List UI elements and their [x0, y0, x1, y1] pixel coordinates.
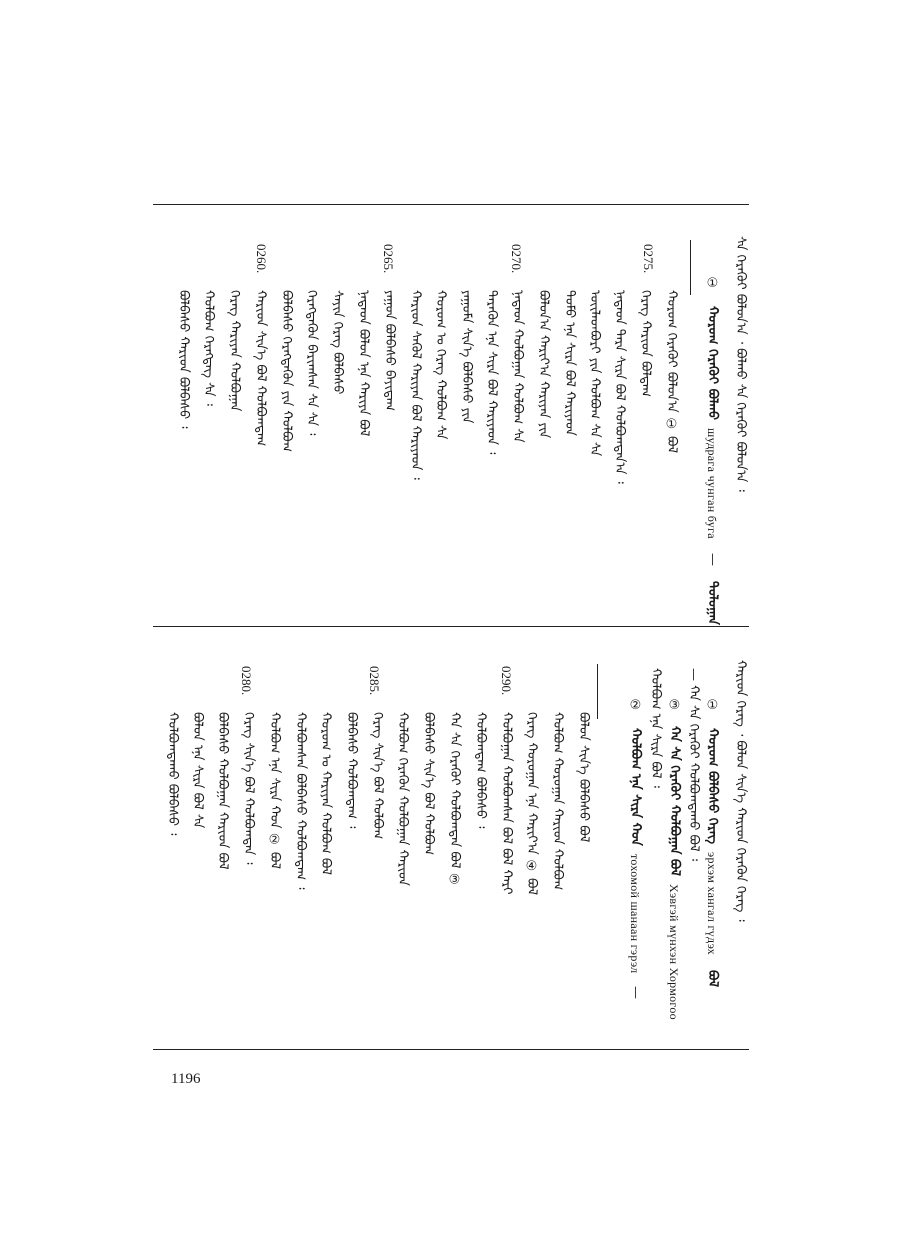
- text-line: ᠬᠣᠯᠪᠣᠭᠰᠠᠨ ᠪᠣᠯᠪᠠᠰᠤ ᠬᠣᠯᠪᠣᠭᠳᠠᠭ ᠄: [293, 712, 308, 890]
- verse-number: 0270.: [509, 244, 524, 274]
- text-line: ᠦᠢᠯᠡᠳᠪᠦᠷᠢ ᠶᠢᠨ ᠬᠣᠯᠪᠣᠭ ᠰᠡ ᠰᠡ: [587, 290, 602, 457]
- text-line: ᠪᠣᠯᠪᠠᠰᠤ ᠬᠡᠷᠡᠭᠳᠡᠭᠦᠨ ᠶᠢᠨ ᠬᠣᠯᠪᠣᠭ: [279, 290, 294, 452]
- bottom-rule: [153, 1049, 749, 1050]
- verse-number: 0260.: [254, 244, 269, 274]
- text-line: ᠪᠣᠯᠤᠨ ᠰᠢᠨ᠎ᠡ ᠪᠣᠯᠪᠠᠰᠤ ᠪᠣᠯ: [576, 712, 591, 843]
- footnote-dash: —: [628, 985, 643, 1000]
- footnote-gloss-cyrillic: тохомой шанаан гэрэл: [628, 853, 642, 974]
- text-line: ᠬᠣᠯᠪᠣᠭ ᠬᠡᠷᠡᠭᠳᠡᠭ ᠰᠡ ᠄: [201, 290, 216, 406]
- footnote-marker: ①: [705, 698, 720, 714]
- footnote-line: ᠰᠡ ᠬᠡᠷᠡᠭᠦᠢ ᠪᠣᠯᠤᠨ᠎ᠠ ᠂ ᠪᠣᠯᠬᠤ ᠰᠡ ᠬᠡᠷᠡᠭᠦᠢ ᠪᠣᠯᠤᠨ᠎ᠠ ᠄: [733, 236, 748, 492]
- text-line: ᠬᠠᠷᠢᠳ ᠰᠡᠭᠦᠯ ᠬᠠᠷᠢᠶᠠᠨ ᠪᠣᠯ ᠬᠠᠷᠢᠶᠠᠳ ᠄: [408, 290, 423, 480]
- footnote-marker: ②: [628, 698, 643, 714]
- text-line: ᠬᠠᠷᠢᠳ ᠰᠢᠨ᠎ᠡ ᠪᠣᠯ ᠬᠣᠯᠪᠣᠭᠳᠠᠭ: [253, 290, 268, 447]
- footnote-entry-1: [703, 698, 721, 987]
- footnote-gloss-cyrillic: Хэвгэй мүнхэн Хормогоо: [667, 883, 681, 1020]
- text-line: ᠬᠣᠯᠪᠣᠭ ᠡᠨᠡ ᠰᠢᠷᠠ ᠬᠣᠨ ② ᠪᠣᠯ: [267, 712, 282, 869]
- footnote-marker: ③: [667, 698, 682, 714]
- text-line: ᠪᠣᠯᠪᠠᠰᠤ ᠬᠣᠯᠪᠣᠭᠳᠠᠭ ᠄: [344, 712, 359, 829]
- footnote-gloss-tail: ᠪᠣᠯ: [705, 969, 720, 987]
- text-line: ᠪᠣᠯᠪᠠᠰᠤ ᠬᠣᠯᠪᠣᠭᠠᠨ ᠬᠠᠷᠢᠳ ᠪᠣᠯ: [215, 712, 230, 870]
- footnote-entry-3: [665, 698, 683, 1020]
- text-line: ᠰᠠᠶᠢᠨ ᠬᠡᠷᠡᠭ ᠪᠣᠯᠪᠠᠰᠤ: [330, 290, 345, 395]
- text-line: ᠬᠡᠷᠡᠭ ᠰᠢᠨ᠎ᠡ ᠪᠣᠯ ᠬᠣᠯᠪᠣᠭ: [370, 712, 385, 840]
- footnote-dash: —: [705, 553, 720, 567]
- footnote-line: ᠬᠣᠯᠪᠣᠭ ᠡᠨᠡ ᠰᠢᠷᠠ ᠪᠣᠯ ᠄: [648, 668, 663, 788]
- footnote-gloss-mongolian: ᠬᠣᠷᠣᠭ ᠬᠡᠷᠡᠭᠦᠢ ᠪᠣᠯᠬᠤ: [705, 305, 720, 420]
- footnote-separator: [597, 664, 598, 719]
- footnote-line: ᠬᠠᠷᠢᠳ ᠬᠡᠷᠡᠭ ᠂ ᠪᠣᠯᠤᠨ ᠰᠢᠨ᠎ᠡ ᠬᠠᠷᠢᠳ ᠬᠡᠷᠡᠭᠦᠨ ᠬᠡᠷᠡᠭ ᠄: [733, 660, 748, 922]
- text-line: ᠬᠣᠯᠪᠣᠭᠳᠠᠭ ᠪᠣᠯᠪᠠᠰᠤ ᠄: [473, 712, 488, 829]
- text-line: ᠨᠠᠳᠠᠳ ᠲᠡᠷᠡ ᠰᠢᠷᠠ ᠪᠣᠯ ᠬᠣᠯᠪᠣᠭᠳᠠᠨ᠎ᠠ ᠄: [612, 290, 627, 484]
- text-line: ᠨᠠᠳᠠᠳ ᠪᠣᠯᠤᠨ ᠡᠨᠡ ᠬᠠᠷᠢᠶᠠ ᠪᠣᠯ: [356, 290, 371, 437]
- text-line: ᠬᠣᠷᠣᠭ ᠤ ᠬᠡᠷᠡᠭ ᠬᠣᠯᠪᠣᠭ ᠰᠡ: [433, 290, 448, 440]
- verse-number: 0290.: [499, 666, 514, 696]
- verse-number: 0280.: [239, 666, 254, 696]
- footnote-gloss-mongolian: ᠬᠠ ᠰᠡ ᠬᠡᠷᠡᠭᠦᠢ ᠬᠣᠯᠪᠣᠭᠠᠨ ᠪᠣᠯ: [667, 725, 682, 876]
- text-line: ᠲᠡᠷᠡᠭᠦᠨ ᠡᠨᠡ ᠰᠢᠷᠠ ᠪᠣᠯ ᠬᠠᠷᠢᠶᠠᠳ ᠄: [484, 290, 499, 455]
- footnote-gloss-cyrillic: шудрага чунган буга: [705, 427, 719, 539]
- verse-number: 0275.: [641, 244, 656, 274]
- text-line: ᠶᠠᠭᠤᠨ ᠪᠣᠯᠪᠠᠰᠤ ᠪᠠᠶᠢᠳᠠᠭ: [382, 290, 397, 411]
- footnote-separator: [690, 240, 691, 295]
- text-line: ᠬᠡᠷᠡᠭ ᠬᠣᠷᠣᠭᠠᠨ ᠡᠨᠡ ᠬᠠᠷᠢᠶ᠎ᠠ ④ ᠪᠣᠯ: [524, 712, 539, 896]
- text-line: ᠬᠣᠷᠣᠭ ᠤ ᠬᠠᠷᠢᠶᠠᠨ ᠬᠣᠯᠪᠣᠭ ᠪᠣᠯ: [318, 712, 333, 876]
- footnote-gloss-mongolian-2: ᠳᠣᠯᠣᠭᠠᠨ: [705, 581, 720, 626]
- text-line: ᠪᠣᠯᠪᠠᠰᠤ ᠬᠠᠷᠢᠳ ᠪᠣᠯᠪᠠᠰᠤ ᠄: [176, 290, 191, 429]
- text-line: ᠶᠠᠭᠤᠮᠠ ᠰᠢᠨ᠎ᠡ ᠪᠣᠯᠪᠠᠰᠤ ᠶᠢᠨ: [459, 290, 474, 424]
- footnote-line: — ᠬᠠ ᠰᠡ ᠬᠡᠷᠡᠭᠦᠢ ᠬᠣᠯᠪᠣᠭᠳᠠᠬᠤ ᠪᠣᠯ ᠄: [686, 668, 701, 862]
- text-line: ᠪᠣᠯᠪᠠᠰᠤ ᠰᠢᠨ᠎ᠡ ᠪᠣᠯ ᠬᠣᠯᠪᠣᠭ: [421, 712, 436, 856]
- footnote-gloss-cyrillic: эрхэм хангал гүдэх: [705, 851, 719, 955]
- page-number: 1196: [171, 1071, 201, 1087]
- text-line: ᠬᠠ ᠰᠡ ᠬᠡᠷᠡᠭᠦᠢ ᠬᠣᠯᠪᠣᠭᠳᠠᠨ ᠪᠣᠯ ③: [447, 712, 462, 888]
- text-line: ᠪᠣᠯᠤᠨ ᠡᠨᠡ ᠰᠢᠷᠠ ᠪᠣᠯ ᠰᠡ: [190, 712, 205, 829]
- text-line: ᠬᠣᠯᠪᠣᠭ ᠬᠣᠷᠣᠭᠠᠨ ᠬᠠᠷᠢᠳ ᠬᠣᠯᠪᠣᠭ: [550, 712, 565, 891]
- top-rule: [153, 204, 749, 205]
- text-line: ᠬᠡᠷᠡᠭ ᠰᠢᠨ᠎ᠡ ᠪᠣᠯ ᠬᠣᠯᠪᠣᠭᠳᠠᠨ ᠄: [241, 712, 256, 865]
- text-line: ᠬᠣᠯᠪᠣᠭᠳᠠᠬᠤ ᠪᠣᠯᠪᠠᠰᠤ ᠄: [165, 712, 180, 836]
- text-line: ᠬᠣᠯᠪᠣᠭ ᠬᠡᠷᠡᠭᠦᠨ ᠬᠣᠯᠪᠣᠭᠠᠨ ᠬᠠᠷᠢᠳ: [395, 712, 410, 886]
- footnote-entry-2: [626, 698, 644, 999]
- text-line: ᠬᠣᠯᠪᠣᠭᠠᠨ ᠬᠣᠯᠪᠣᠭᠰᠠᠨ ᠪᠣᠯ ᠪᠣᠯ ᠬᠠᠷᠢ: [499, 712, 514, 895]
- verse-number: 0285.: [367, 666, 382, 696]
- text-line: ᠬᠣᠷᠣᠭ ᠬᠡᠷᠡᠭᠦᠢ ᠪᠣᠯᠤᠨ᠎ᠠ ① ᠪᠣᠯ: [664, 290, 679, 454]
- text-line: ᠬᠡᠷᠡᠭ ᠬᠠᠷᠢᠶᠠᠨ ᠬᠣᠯᠪᠣᠭᠠᠨ: [227, 290, 242, 412]
- text-line: ᠬᠡᠷᠡᠭ ᠬᠠᠷᠢᠳ ᠪᠣᠯᠳᠠᠭ: [638, 290, 653, 398]
- verse-number: 0265.: [381, 244, 396, 274]
- text-line: ᠬᠡᠷᠡᠭᠳᠡᠭᠦᠨ ᠪᠠᠷᠢᠭᠰᠠᠨ ᠰᠡ ᠰᠡ ᠄: [304, 290, 319, 436]
- text-line: ᠪᠣᠯᠤᠨ᠎ᠠ ᠬᠠᠷᠢᠶ᠎ᠠ ᠬᠠᠷᠢᠶᠠᠨ ᠶᠢᠨ: [536, 290, 551, 439]
- footnote-gloss-mongolian: ᠬᠣᠷᠣᠭ ᠪᠣᠯᠪᠠᠰᠤ ᠬᠡᠷᠡᠭ: [705, 727, 720, 844]
- middle-rule: [153, 626, 749, 627]
- footnote-marker: ①: [705, 276, 720, 292]
- footnote-entry: [703, 276, 721, 625]
- footnote-gloss-mongolian: ᠬᠣᠯᠪᠣᠭ ᠡᠨᠡ ᠰᠢᠷᠠ ᠬᠣᠨ: [628, 727, 643, 846]
- text-line: ᠨᠠᠳᠠᠳ ᠬᠣᠯᠪᠣᠭᠠᠨ ᠬᠣᠯᠪᠣᠭ ᠰᠡ: [510, 290, 525, 443]
- text-line: ᠲᠣᠮᠣ ᠡᠨᠡ ᠰᠢᠷᠠ ᠪᠣᠯ ᠬᠠᠷᠢᠶᠠᠳ: [562, 290, 577, 436]
